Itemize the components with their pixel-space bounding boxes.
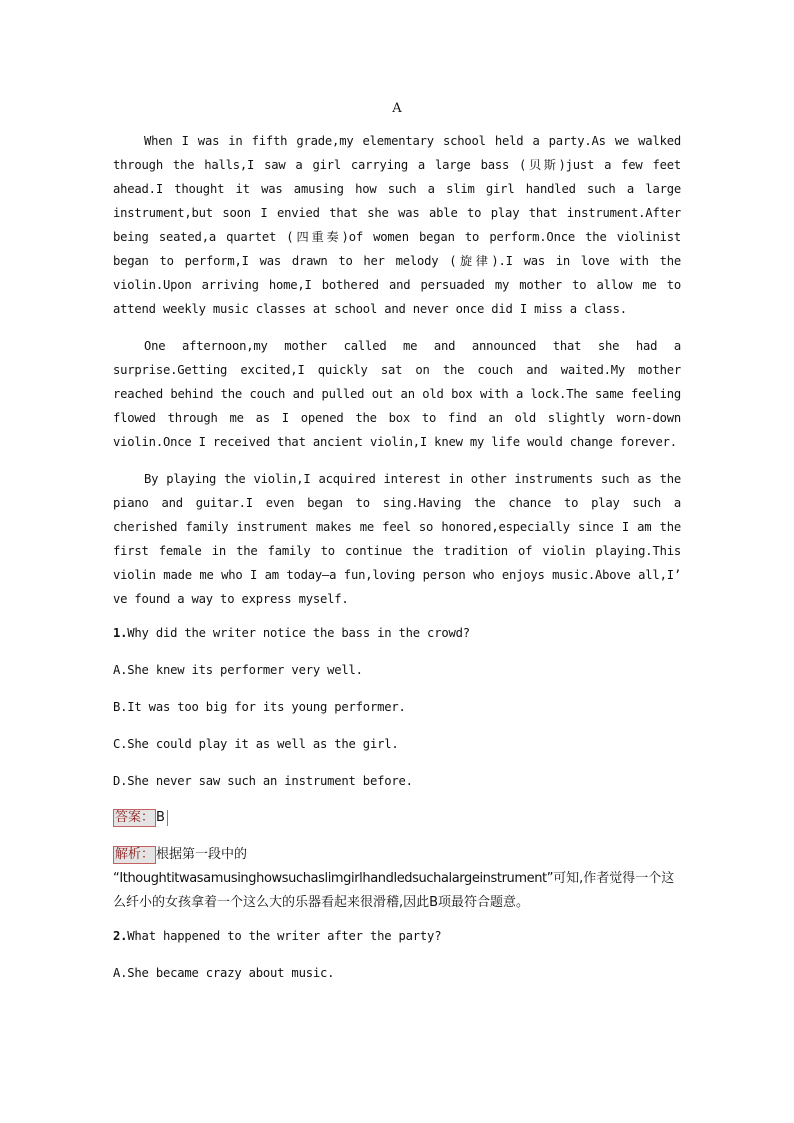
passage-paragraph-2: One afternoon,my mother called me and announced that she had a surprise.Getting excited,I quickly sat on the couch and waited.My mother reached behind the couch and pulled out an old box with a lock.The same feeling flowed through me as I opened the box to find an old slightly worn-down violin.Once I received that ancient violin,I knew my life would change forever. (113, 339, 681, 449)
question-1-option-a: A.She knew its performer very well. (113, 663, 363, 677)
question-1-analysis (113, 843, 681, 915)
question-2-number: 2. (113, 929, 128, 943)
analysis-lead: 根据第一段中的 (156, 847, 248, 862)
passage-paragraph-3: By playing the violin,I acquired interest in other instruments such as the piano and guitar.I even began to sing.Having the chance to play such a cherished family instrument makes me feel so honored,especially since I am the first female in the family to continue the tradition of violin playing.This violin made me who I am today—a fun,loving person who enjoys music.Above all,I’ ve found a way to express myself. (113, 472, 681, 606)
analysis-rest: 可知,作者觉得一个这么纤小的女孩拿着一个这么大的乐器看起来很滑稽,因此B项最符合题意。 (113, 871, 675, 910)
analysis-label-tag: 解析： (115, 847, 155, 862)
answer-value: B (156, 810, 168, 826)
question-1-option-d: D.She never saw such an instrument before. (113, 774, 413, 788)
question-1-option-b: B.It was too big for its young performer. (113, 700, 406, 714)
answer-label-tag: 答案： (115, 810, 155, 825)
document-page (113, 100, 681, 1001)
analysis-quote: “Ithoughtitwasamusinghowsuchaslimgirlhandledsuchalargeinstrument” (113, 871, 554, 886)
question-1-answer (113, 809, 681, 827)
question-1 (113, 624, 681, 642)
question-2-text: What happened to the writer after the party? (127, 929, 442, 943)
question-1-text: Why did the writer notice the bass in the crowd? (127, 626, 470, 640)
question-2-option-a: A.She became crazy about music. (113, 966, 335, 980)
question-1-number: 1. (113, 626, 128, 640)
question-1-option-c: C.She could play it as well as the girl. (113, 737, 399, 751)
passage-paragraph-1: When I was in fifth grade,my elementary school held a party.As we walked through the halls,I saw a girl carrying a large bass (贝斯)just a few feet ahead.I thought it was amusing how such a slim girl handled such a large instrument,but soon I envied that she was able to play that instrument.After being seated,a quartet (四重奏)of women began to perform.Once the violinist began to perform,I was drawn to her melody (旋律).I was in love with the violin.Upon arriving home,I bothered and persuaded my mother to allow me to attend weekly music classes at school and never once did I miss a class. (113, 134, 681, 316)
section-title: A (392, 101, 402, 116)
question-2 (113, 927, 681, 945)
